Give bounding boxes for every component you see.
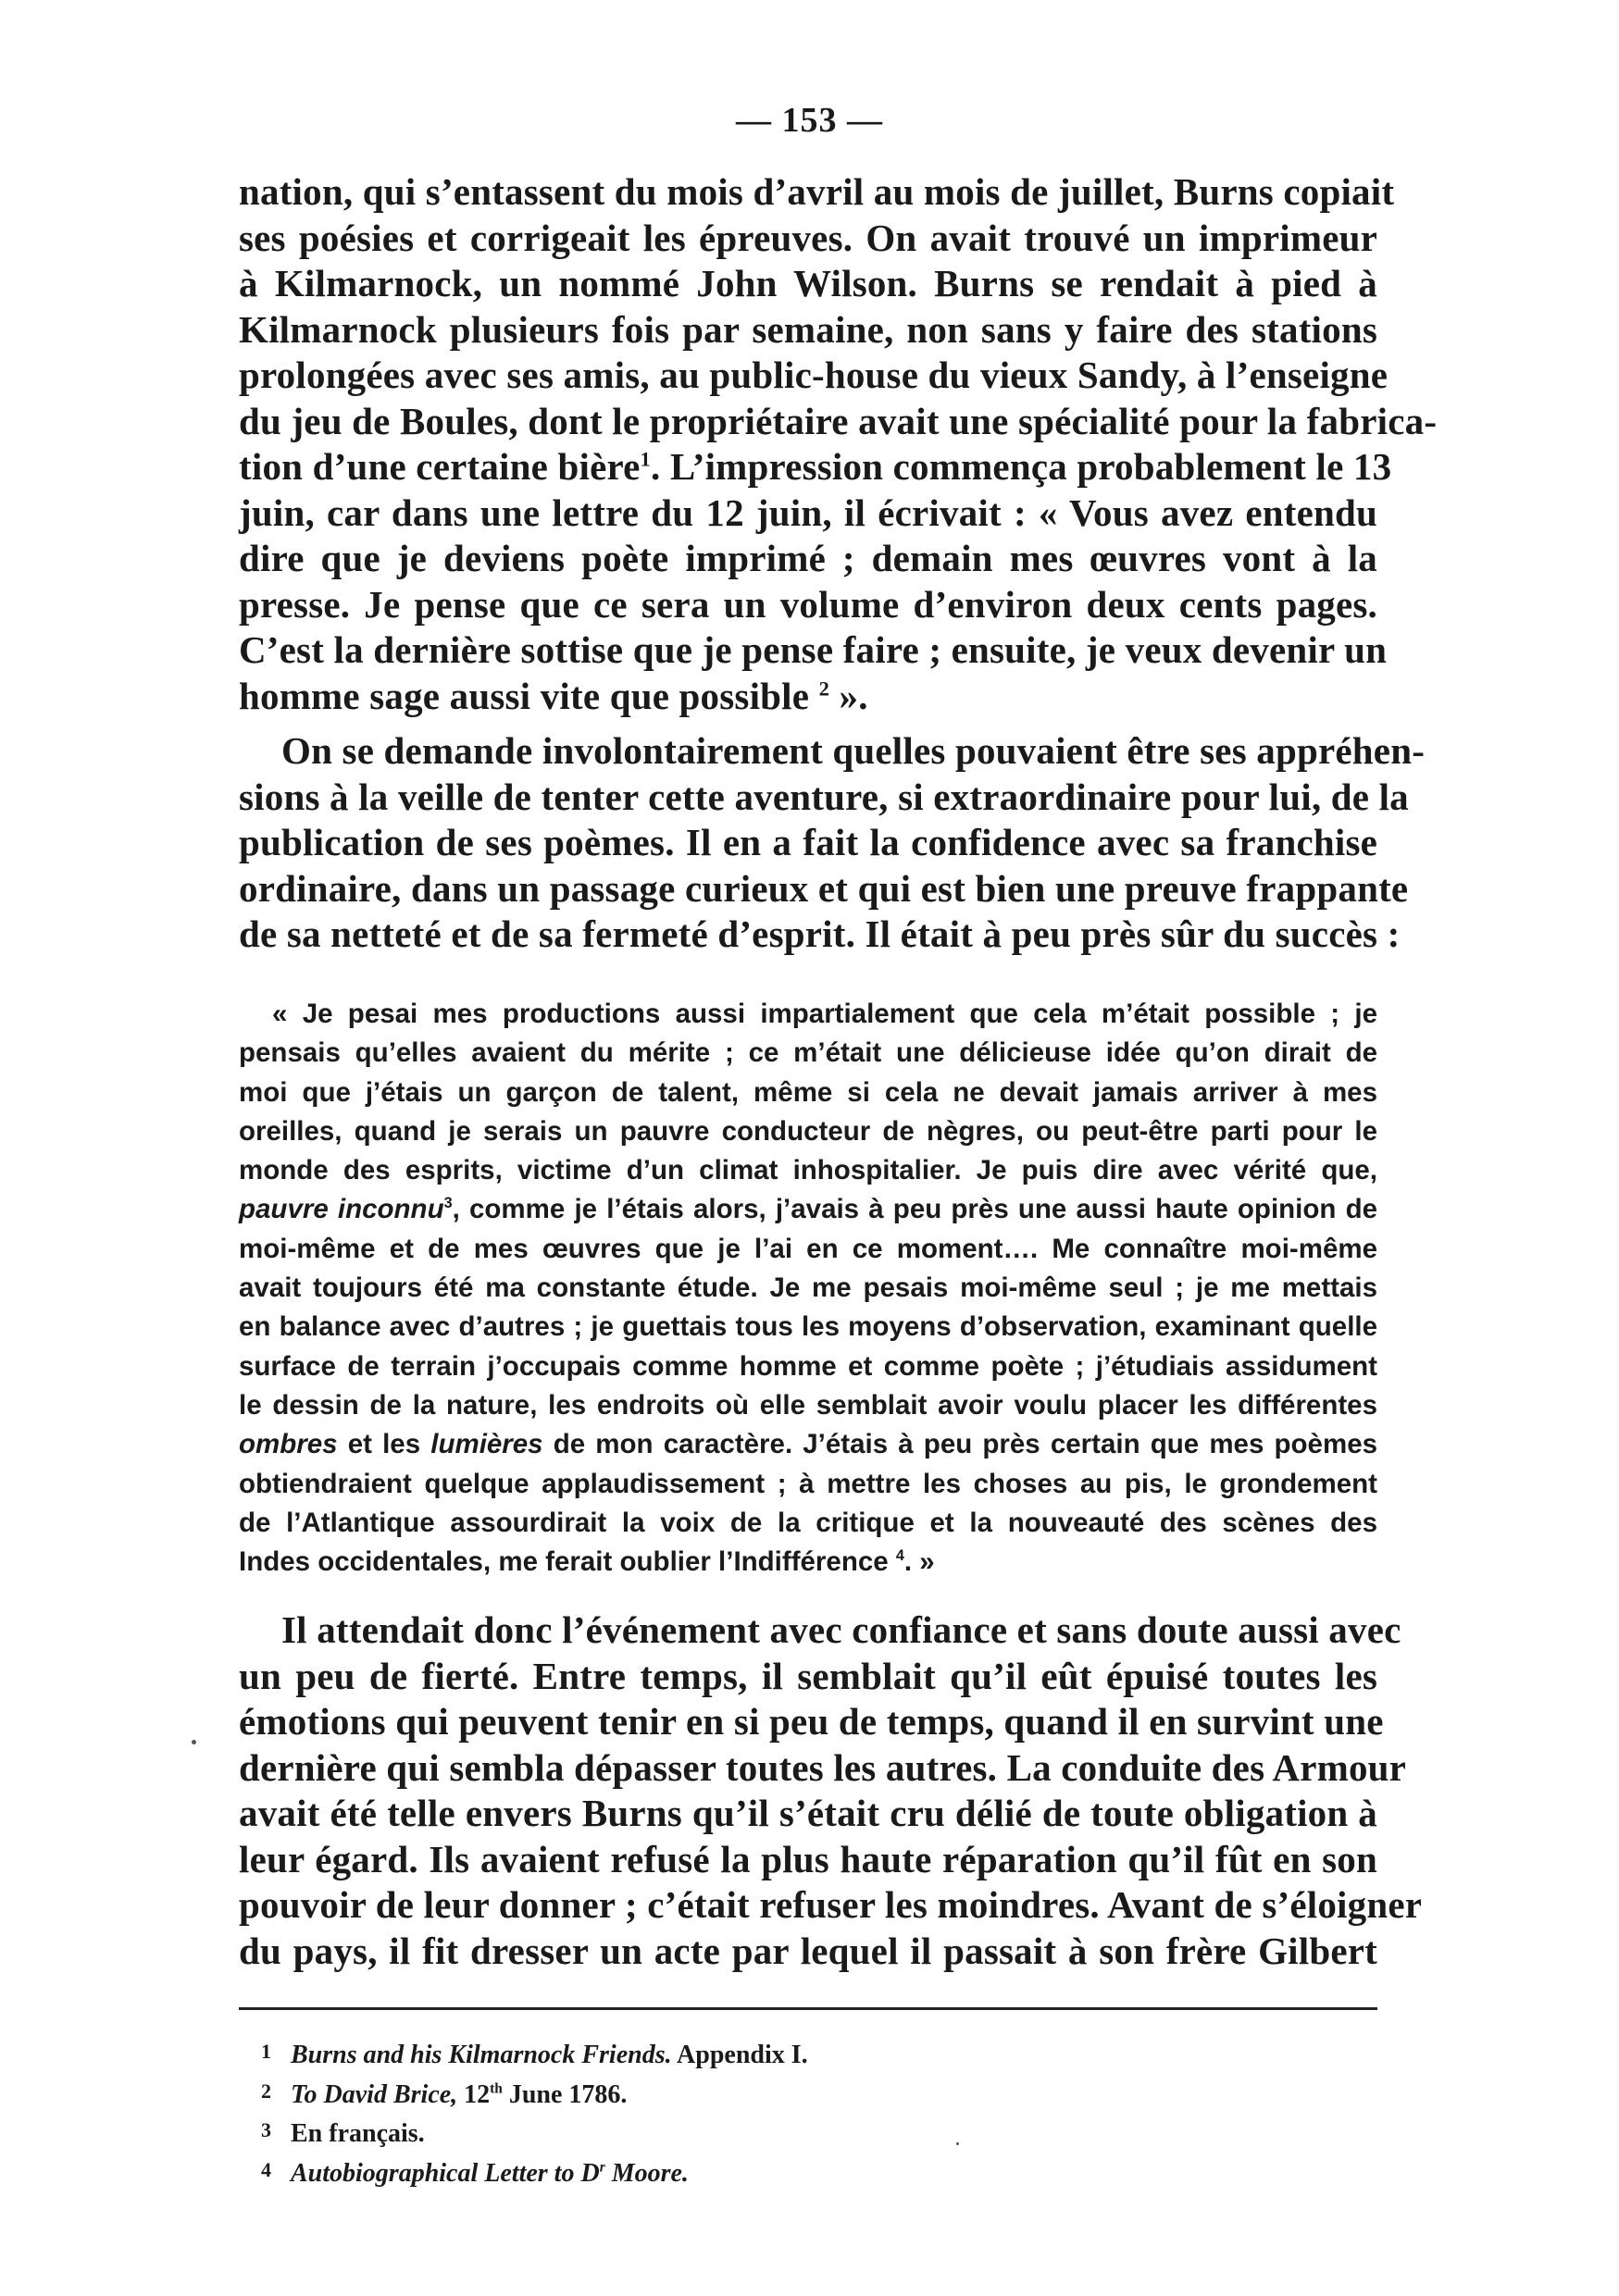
quote-line bbox=[239, 1425, 1377, 1464]
footnote-text: 12 bbox=[457, 2079, 491, 2109]
text-line: On se demande involontairement quelles pouvaient être ses appréhen- bbox=[281, 729, 1426, 772]
footnote-1 bbox=[261, 2034, 1372, 2074]
page-number: — 153 — bbox=[736, 101, 883, 140]
text-segment: . » bbox=[903, 1546, 935, 1578]
quote-line bbox=[239, 1543, 1377, 1582]
footnote-rule bbox=[239, 2007, 1377, 2010]
text-line: un peu de fierté. Entre temps, il semblait qu’il eût épuisé toutes les bbox=[239, 1654, 1377, 1697]
text-line: presse. Je pense que ce sera un volume d’environ deux cents pages. bbox=[239, 582, 1377, 626]
quote-line: obtiendraient quelque applaudissement ; à mettre les choses au pis, le grondement bbox=[239, 1468, 1377, 1499]
paragraph-2 bbox=[239, 728, 1426, 958]
footnote-text: Appendix I. bbox=[671, 2041, 808, 2069]
footnote-3 bbox=[261, 2113, 1372, 2153]
quote-line: surface de terrain j’occupais comme homme et comme poète ; j’étudiais assidument bbox=[239, 1350, 1377, 1382]
footnote-mark: 2 bbox=[261, 2079, 271, 2103]
italic-phrase: pauvre inconnu bbox=[239, 1194, 444, 1225]
italic-phrase: lumières bbox=[430, 1429, 543, 1460]
text-line: émotions qui peuvent tenir en si peu de temps, quand il en survint une bbox=[239, 1700, 1384, 1743]
text-line: dire que je deviens poète imprimé ; demain mes œuvres vont à la bbox=[239, 537, 1377, 579]
text-segment: ». bbox=[829, 674, 868, 717]
text-line: ordinaire, dans un passage curieux et qui est bien une preuve frappante bbox=[239, 866, 1409, 910]
block-quote bbox=[239, 995, 1377, 1582]
quote-line: le dessin de la nature, les endroits où elle semblait avoir voulu placer les différentes bbox=[239, 1389, 1377, 1421]
footnote-mark: 1 bbox=[261, 2040, 271, 2063]
text-segment: de mon caractère. J’étais à peu près certain que mes poèmes bbox=[542, 1429, 1378, 1460]
text-segment: et les bbox=[337, 1429, 431, 1460]
text-line: Il attendait donc l’événement avec confiance et sans doute aussi avec bbox=[281, 1608, 1401, 1651]
paragraph-3 bbox=[239, 1607, 1423, 1974]
footnote-4 bbox=[261, 2153, 1372, 2192]
footnote-title: Autobiographical Letter to D bbox=[291, 2158, 600, 2188]
quote-line: pensais qu’elles avaient du mérite ; ce m’était une délicieuse idée qu’on dirait de bbox=[239, 1037, 1377, 1069]
text-line: prolongées avec ses amis, au public-house du vieux Sandy, à l’enseigne bbox=[239, 354, 1389, 396]
footnote-title: Moore. bbox=[604, 2158, 689, 2188]
text-line: sions à la veille de tenter cette aventure, si extraordinaire pour lui, de la bbox=[239, 775, 1409, 818]
text-segment: homme sage aussi vite que possible bbox=[239, 674, 819, 717]
text-segment: Indes occidentales, me ferait oublier l’Indifférence bbox=[239, 1546, 896, 1578]
quote-line: de l’Atlantique assourdirait la voix de la critique et la nouveauté des scènes des bbox=[239, 1507, 1377, 1538]
text-line: avait été telle envers Burns qu’il s’était cru délié de toute obligation à bbox=[239, 1792, 1377, 1834]
footnote-ref-4[interactable]: 4 bbox=[895, 1547, 904, 1565]
footnote-ref-3[interactable]: 3 bbox=[443, 1195, 453, 1212]
footnote-title: To David Brice, bbox=[291, 2079, 458, 2109]
footnote-sup: r bbox=[599, 2159, 605, 2176]
text-line: du jeu de Boules, dont le propriétaire avait une spécialité pour la fabrica- bbox=[239, 399, 1438, 442]
italic-phrase: ombres bbox=[239, 1429, 338, 1460]
footnotes bbox=[261, 2034, 1372, 2191]
text-line: leur égard. Ils avaient refusé la plus haute réparation qu’il fût en son bbox=[239, 1837, 1377, 1880]
footnote-text: En français. bbox=[291, 2119, 425, 2149]
footnote-ref-1[interactable]: 1 bbox=[640, 447, 652, 471]
text-segment: , comme je l’étais alors, j’avais à peu près une aussi haute opinion de bbox=[452, 1194, 1377, 1225]
quote-line: moi-même et de mes œuvres que je l’ai en ce moment…. Me connaître moi-même bbox=[239, 1233, 1377, 1264]
footnote-mark: 3 bbox=[261, 2118, 271, 2142]
footnote-ref-2[interactable]: 2 bbox=[818, 676, 830, 700]
text-line bbox=[239, 674, 1377, 720]
text-line bbox=[239, 444, 1392, 490]
text-line: de sa netteté et de sa fermeté d’esprit. Il était à peu près sûr du succès : bbox=[239, 912, 1401, 955]
quote-line: avait toujours été ma constante étude. Je me pesais moi-même seul ; je me mettais bbox=[239, 1272, 1377, 1304]
footnote-text: June 1786. bbox=[502, 2079, 628, 2109]
quote-line: monde des esprits, victime d’un climat inhospitalier. Je puis dire avec vérité que, bbox=[239, 1155, 1377, 1186]
quote-line: « Je pesai mes productions aussi impartialement que cela m’était possible ; je bbox=[272, 999, 1377, 1029]
quote-line bbox=[239, 1190, 1377, 1229]
text-line: juin, car dans une lettre du 12 juin, il écrivait : « Vous avez entendu bbox=[239, 490, 1377, 534]
text-line: dernière qui sembla dépasser toutes les autres. La conduite des Armour bbox=[239, 1745, 1407, 1789]
text-segment: tion d’une certaine bière bbox=[239, 445, 641, 488]
text-line: publication de ses poèmes. Il en a fait la confidence avec sa franchise bbox=[239, 821, 1377, 863]
footnote-title: Burns and his Kilmarnock Friends. bbox=[291, 2041, 672, 2069]
text-line: C’est la dernière sottise que je pense faire ; ensuite, je veux devenir un bbox=[239, 628, 1388, 671]
quote-line: oreilles, quand je serais un pauvre conducteur de nègres, ou peut-être parti pour le bbox=[239, 1115, 1377, 1147]
text-line: pouvoir de leur donner ; c’était refuser les moindres. Avant de s’éloigner bbox=[239, 1883, 1423, 1926]
scan-speck bbox=[192, 1740, 196, 1744]
text-line: nation, qui s’entassent du mois d’avril au mois de juillet, Burns copiait bbox=[239, 170, 1395, 213]
footnote-mark: 4 bbox=[261, 2157, 271, 2181]
paragraph-1 bbox=[239, 169, 1438, 719]
text-line: Kilmarnock plusieurs fois par semaine, non sans y faire des stations bbox=[239, 307, 1377, 351]
text-line: ses poésies et corrigeait les épreuves. On avait trouvé un imprimeur bbox=[239, 216, 1377, 259]
text-segment: . L’impression commença probablement le 13 bbox=[651, 445, 1392, 488]
footnote-2 bbox=[261, 2074, 1372, 2114]
text-line: du pays, il fit dresser un acte par lequel il passait à son frère Gilbert bbox=[239, 1929, 1377, 1972]
quote-line: en balance avec d’autres ; je guettais tous les moyens d’observation, examinant quelle bbox=[239, 1311, 1377, 1343]
text-line: à Kilmarnock, un nommé John Wilson. Burns se rendait à pied à bbox=[239, 262, 1377, 304]
footnote-sup: th bbox=[490, 2080, 503, 2097]
quote-line: moi que j’étais un garçon de talent, même si cela ne devait jamais arriver à mes bbox=[239, 1076, 1377, 1108]
